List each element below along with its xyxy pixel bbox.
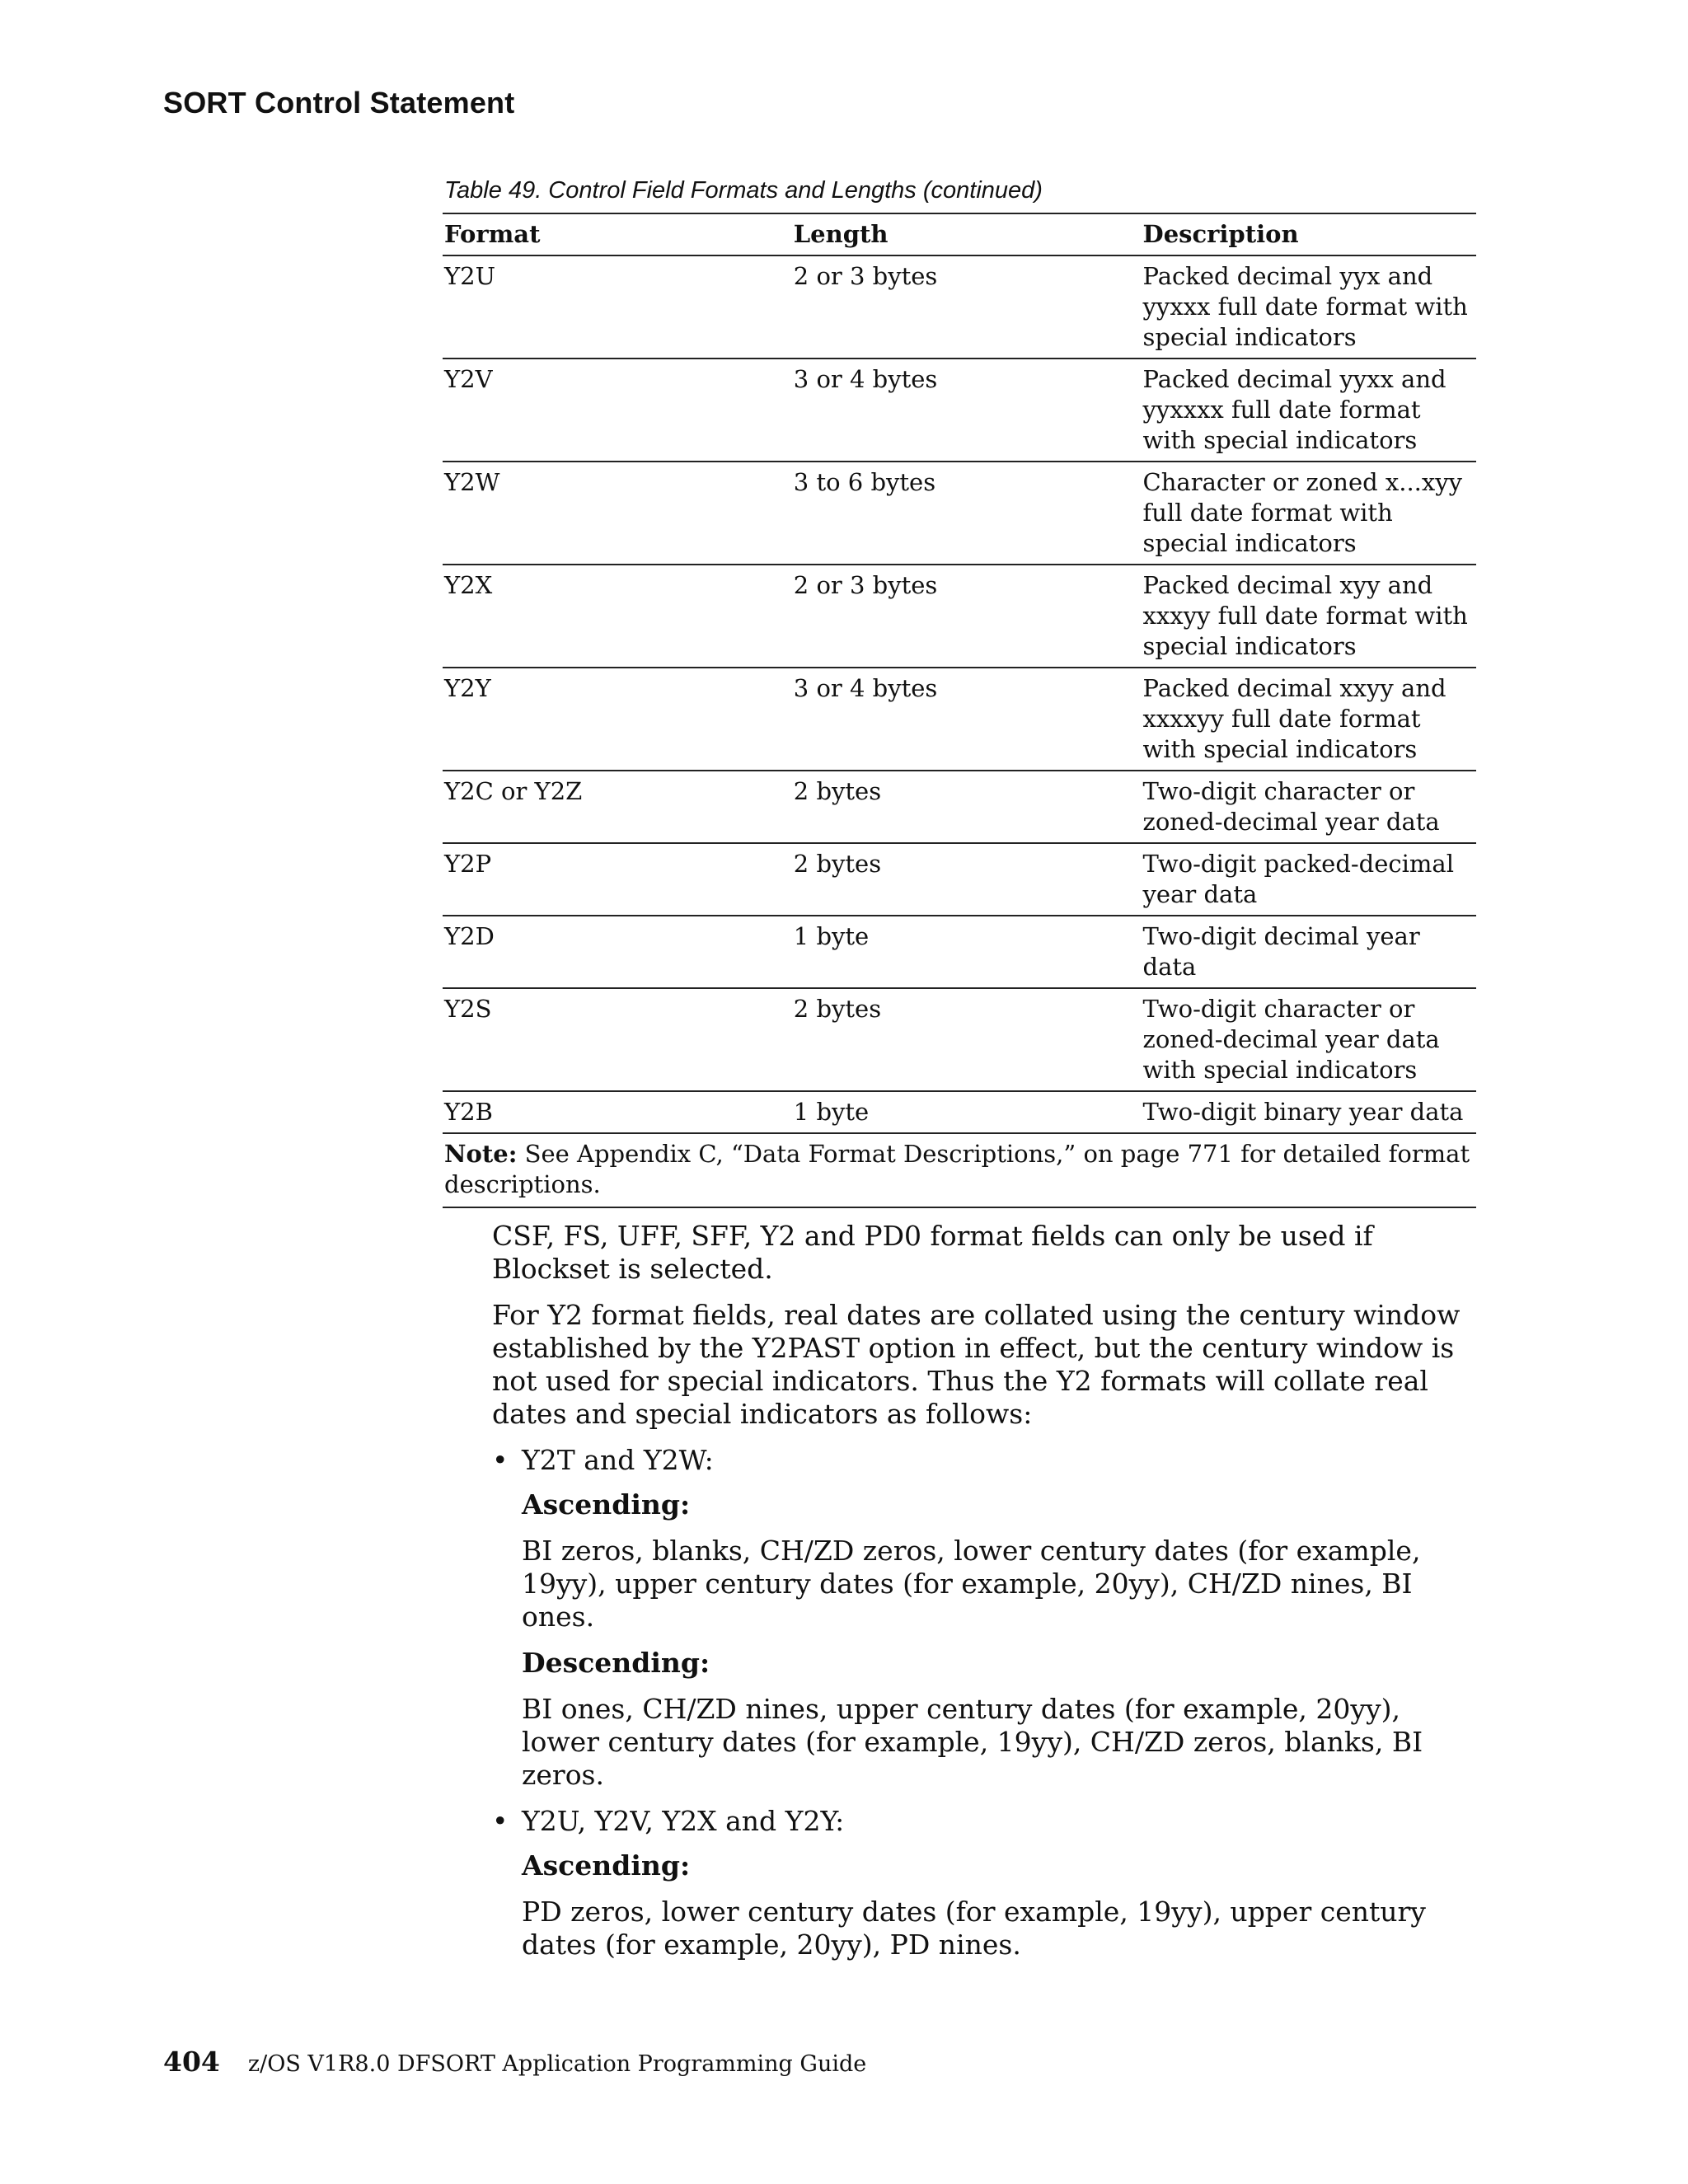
cell-format: Y2U bbox=[444, 262, 496, 290]
cell-format: Y2X bbox=[444, 571, 493, 599]
definition-term: Descending: bbox=[522, 1647, 710, 1679]
cell-format: Y2S bbox=[444, 995, 492, 1023]
cell-length: 3 or 4 bytes bbox=[793, 674, 938, 702]
table-row bbox=[443, 565, 1476, 668]
note-text: See Appendix C, “Data Format Descriptions,” on page 771 for detailed format descriptions. bbox=[444, 1140, 1470, 1198]
cell-description: Two-digit binary year data bbox=[1142, 1098, 1464, 1126]
bullet-item bbox=[492, 1805, 1481, 1838]
cell-length: 2 or 3 bytes bbox=[793, 262, 938, 290]
paragraph-century-window: For Y2 format fields, real dates are collated using the century window established by the Y2PAST option in effect, but the century window is not used for special indicators. Thus the Y2 formats will collate real dates and special indicators as follows: bbox=[492, 1299, 1461, 1430]
cell-description: Two-digit packed-decimal year data bbox=[1142, 850, 1454, 908]
cell-format: Y2W bbox=[444, 468, 500, 496]
table-row bbox=[443, 988, 1476, 1091]
bullet-item bbox=[492, 1444, 1481, 1477]
collation-definition bbox=[522, 1647, 1481, 1792]
cell-format: Y2P bbox=[444, 850, 492, 878]
note-label: Note: bbox=[444, 1140, 518, 1168]
table-row bbox=[443, 255, 1476, 359]
control-field-formats-table bbox=[443, 213, 1476, 1208]
cell-length: 2 bytes bbox=[793, 777, 882, 805]
cell-length: 3 to 6 bytes bbox=[793, 468, 936, 496]
cell-length: 1 byte bbox=[793, 1098, 870, 1126]
column-header-length: Length bbox=[793, 220, 889, 248]
cell-description: Packed decimal xxyy and xxxxyy full date format with special indicators bbox=[1142, 674, 1447, 763]
cell-length: 2 bytes bbox=[793, 850, 882, 878]
cell-description: Two-digit character or zoned-decimal year data with special indicators bbox=[1142, 995, 1440, 1084]
bullet-label: Y2U, Y2V, Y2X and Y2Y: bbox=[522, 1805, 845, 1837]
cell-format: Y2D bbox=[444, 922, 495, 950]
bullet-label: Y2T and Y2W: bbox=[522, 1444, 714, 1476]
collation-definition bbox=[522, 1488, 1481, 1633]
cell-length: 2 or 3 bytes bbox=[793, 571, 938, 599]
table-note-row bbox=[443, 1133, 1476, 1207]
cell-length: 2 bytes bbox=[793, 995, 882, 1023]
table-row bbox=[443, 1091, 1476, 1133]
table-row bbox=[443, 843, 1476, 916]
cell-description: Packed decimal xyy and xxxyy full date format with special indicators bbox=[1142, 571, 1468, 660]
table-row bbox=[443, 916, 1476, 988]
book-title: z/OS V1R8.0 DFSORT Application Programming Guide bbox=[247, 2051, 867, 2077]
page-number: 404 bbox=[163, 2046, 220, 2078]
column-header-format: Format bbox=[444, 220, 541, 248]
control-field-formats-table-section bbox=[443, 175, 1476, 1208]
body-text bbox=[492, 1220, 1481, 1975]
table-caption: Table 49. Control Field Formats and Lengths (continued) bbox=[444, 177, 1043, 204]
definition-term: Ascending: bbox=[522, 1849, 691, 1882]
table-row bbox=[443, 359, 1476, 462]
cell-description: Two-digit character or zoned-decimal year data bbox=[1142, 777, 1440, 836]
cell-description: Packed decimal yyx and yyxxx full date format with special indicators bbox=[1142, 262, 1468, 351]
cell-format: Y2C or Y2Z bbox=[444, 777, 583, 805]
paragraph-blockset: CSF, FS, UFF, SFF, Y2 and PD0 format fields can only be used if Blockset is selected. bbox=[492, 1220, 1373, 1285]
definition-text: BI ones, CH/ZD nines, upper century dates (for example, 20yy), lower century dates (for example, 19yy), CH/ZD zeros, blanks, BI zeros. bbox=[522, 1693, 1423, 1791]
page-footer bbox=[163, 2046, 866, 2081]
collation-definition bbox=[522, 1849, 1481, 1961]
column-header-description: Description bbox=[1142, 220, 1299, 248]
cell-format: Y2B bbox=[444, 1098, 493, 1126]
bullet-marker: • bbox=[492, 1805, 509, 1837]
cell-length: 1 byte bbox=[793, 922, 870, 950]
table-row bbox=[443, 771, 1476, 843]
bullet-marker: • bbox=[492, 1444, 509, 1476]
cell-description: Two-digit decimal year data bbox=[1142, 922, 1420, 981]
cell-description: Character or zoned x...xyy full date format with special indicators bbox=[1142, 468, 1463, 557]
definition-text: BI zeros, blanks, CH/ZD zeros, lower century dates (for example, 19yy), upper century dates (for example, 20yy), CH/ZD nines, BI ones. bbox=[522, 1535, 1421, 1633]
cell-length: 3 or 4 bytes bbox=[793, 365, 938, 393]
definition-text: PD zeros, lower century dates (for example, 19yy), upper century dates (for example, 20yy), PD nines. bbox=[522, 1896, 1426, 1961]
cell-format: Y2Y bbox=[444, 674, 491, 702]
cell-format: Y2V bbox=[444, 365, 493, 393]
table-row bbox=[443, 462, 1476, 565]
definition-term: Ascending: bbox=[522, 1488, 691, 1521]
table-row bbox=[443, 668, 1476, 771]
table-header-row bbox=[443, 213, 1476, 255]
running-head-title: SORT Control Statement bbox=[163, 86, 515, 120]
cell-description: Packed decimal yyxx and yyxxxx full date format with special indicators bbox=[1142, 365, 1447, 454]
table-note bbox=[443, 1133, 1476, 1207]
